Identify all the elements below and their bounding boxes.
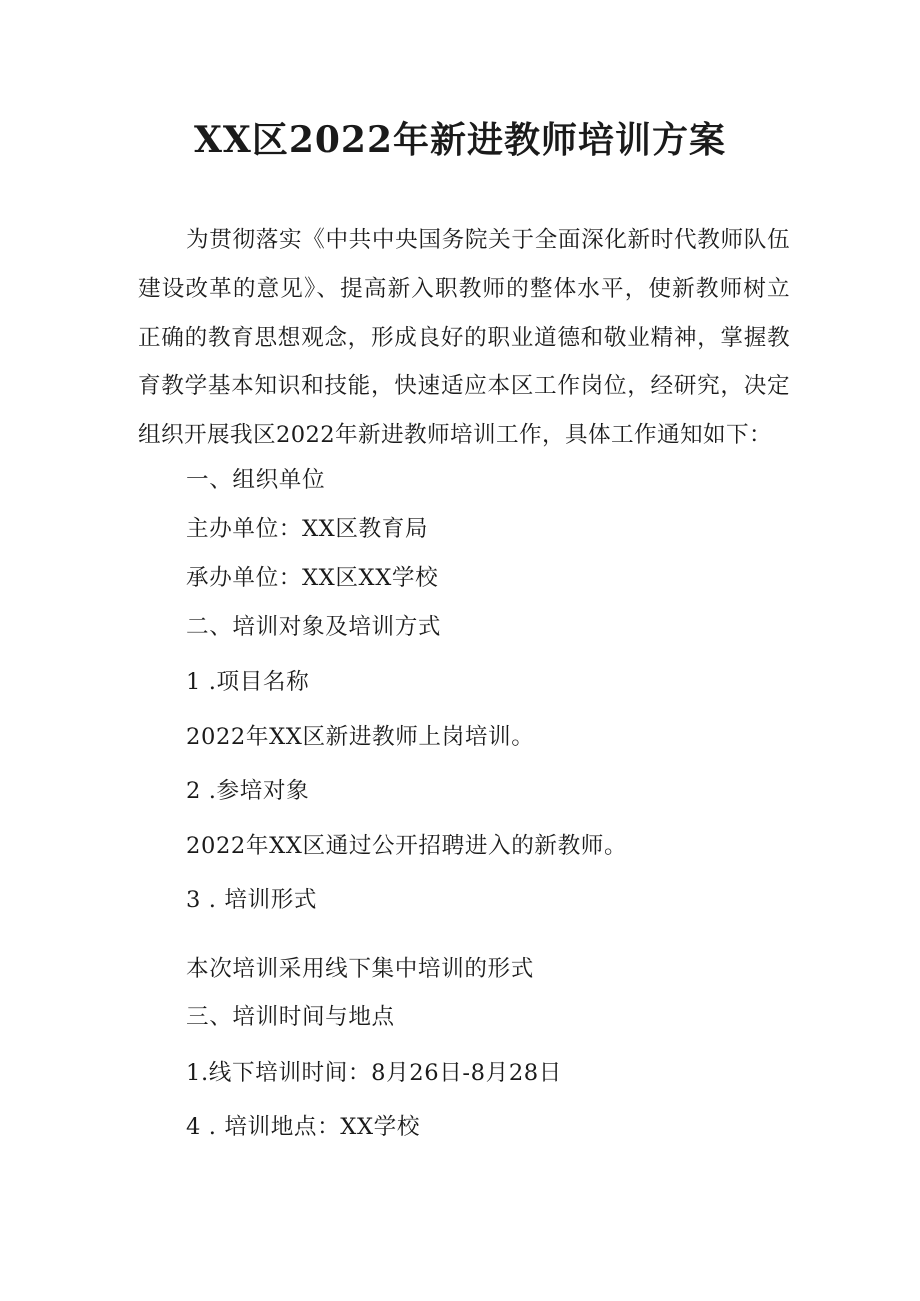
training-location-line: 4 . 培训地点：XX学校 xyxy=(186,1114,421,1140)
item-training-format: 3 . 培训形式 xyxy=(186,887,318,913)
document-title: XX区2022年新进教师培训方案 xyxy=(193,119,727,161)
host-unit-line: 主办单位：XX区教育局 xyxy=(186,516,429,542)
section-heading-training-target: 二、培训对象及培训方式 xyxy=(186,614,442,640)
section-heading-organizers: 一、组织单位 xyxy=(186,467,326,493)
item-participants: 2 .参培对象 xyxy=(186,778,310,804)
intro-paragraph: 为贯彻落实《中共中央国务院关于全面深化新时代教师队伍建设改革的意见》、提高新入职教师的整体水平，使新教师树立正确的教育思想观念，形成良好的职业道德和敬业精神，掌握教育教学基本知识和技能，快速适应本区工作岗位，经研究，决定组织开展我区2022年新进教师培训工作，具体工作通知如下： xyxy=(138,227,790,449)
training-time-line: 1.线下培训时间：8月26日-8月28日 xyxy=(186,1060,562,1086)
item-project-name: 1 .项目名称 xyxy=(186,669,310,695)
training-format-value: 本次培训采用线下集中培训的形式 xyxy=(186,956,534,982)
section-heading-time-place: 三、培训时间与地点 xyxy=(186,1004,395,1030)
participants-value: 2022年XX区通过公开招聘进入的新教师。 xyxy=(186,833,628,859)
project-name-value: 2022年XX区新进教师上岗培训。 xyxy=(186,724,535,750)
organizer-unit-line: 承办单位：XX区XX学校 xyxy=(186,565,439,591)
